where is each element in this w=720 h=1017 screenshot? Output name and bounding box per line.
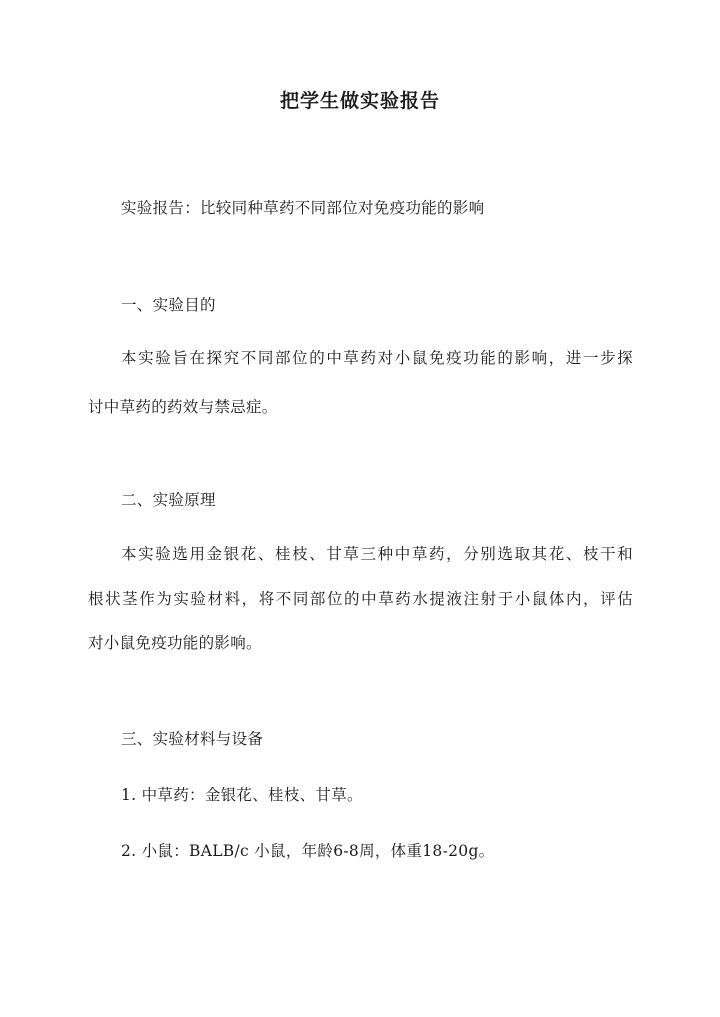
paragraph-line: 本实验选用金银花、桂枝、甘草三种中草药，分别选取其花、枝干和 <box>121 545 633 563</box>
paragraph-line: 讨中草药的药效与禁忌症。 <box>88 398 278 416</box>
list-item: 2. 小鼠：BALB/c 小鼠，年龄6-8周，体重18-20g。 <box>121 842 495 860</box>
section-heading-principle: 二、实验原理 <box>121 491 216 509</box>
paragraph-line: 根状茎作为实验材料，将不同部位的中草药水提液注射于小鼠体内，评估 <box>88 590 633 608</box>
section-heading-materials: 三、实验材料与设备 <box>121 730 264 748</box>
paragraph-line: 本实验旨在探究不同部位的中草药对小鼠免疫功能的影响，进一步探 <box>121 349 633 367</box>
report-subtitle: 实验报告：比较同种草药不同部位对免疫功能的影响 <box>121 199 485 217</box>
document-title: 把学生做实验报告 <box>279 90 440 112</box>
list-item: 1. 中草药：金银花、桂枝、甘草。 <box>121 786 363 804</box>
paragraph-line: 对小鼠免疫功能的影响。 <box>88 634 262 652</box>
section-heading-purpose: 一、实验目的 <box>121 296 216 314</box>
